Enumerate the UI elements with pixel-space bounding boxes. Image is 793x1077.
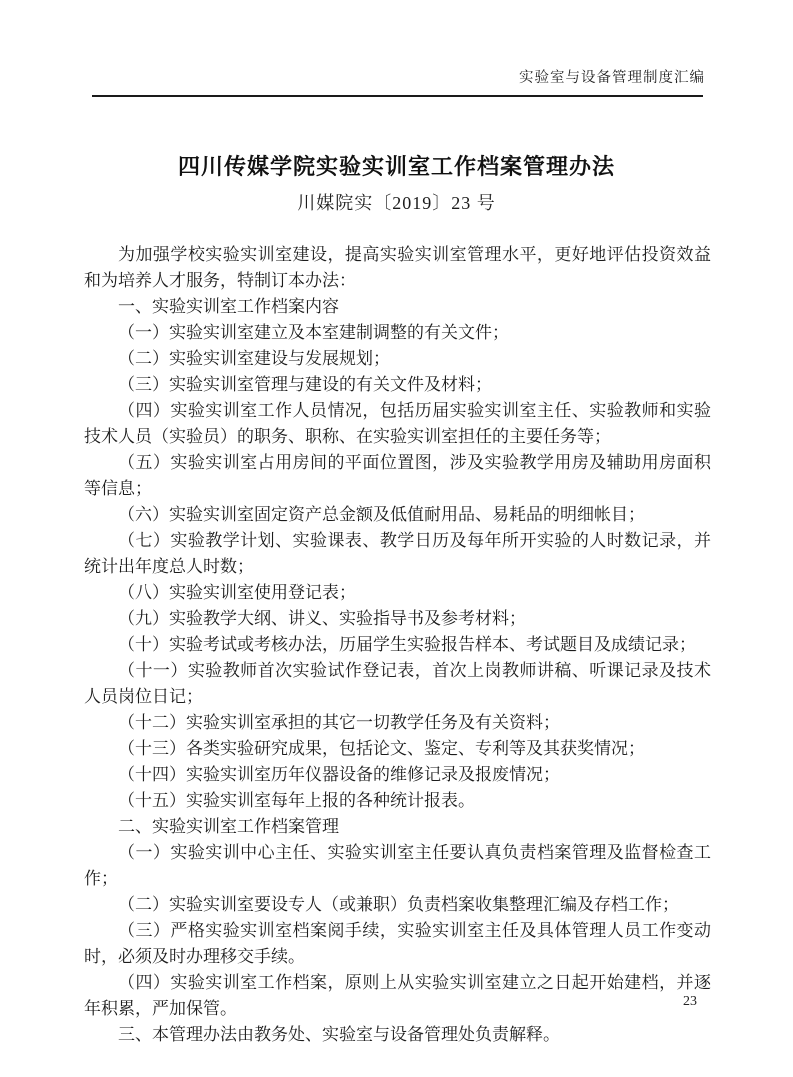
paragraph-section-3: 三、本管理办法由教务处、实验室与设备管理处负责解释。 [118, 1025, 560, 1044]
document-number: 川媒院实〔2019〕23 号 [297, 193, 496, 213]
running-header-text: 实验室与设备管理制度汇编 [519, 70, 705, 86]
paragraph-intro: 为加强学校实验实训室建设，提高实验实训室管理水平，更好地评估投资效益和为培养人才服务，特制订本办法： [84, 245, 711, 290]
paragraph-item-6: （六）实验实训室固定资产总金额及低值耐用品、易耗品的明细帐目； [118, 505, 645, 524]
paragraph-item-15: （十五）实验实训室每年上报的各种统计报表。 [118, 791, 475, 810]
paragraph-item-10: （十）实验考试或考核办法，历届学生实验报告样本、考试题目及成绩记录； [118, 635, 696, 654]
paragraph-mgmt-item-2: （二）实验实训室要设专人（或兼职）负责档案收集整理汇编及存档工作； [118, 895, 679, 914]
paragraph-section-1-heading: 一、实验实训室工作档案内容 [118, 297, 339, 316]
header-rule [92, 95, 703, 97]
paragraph-item-12: （十二）实验实训室承担的其它一切教学任务及有关资料； [118, 713, 560, 732]
paragraph-item-7: （七）实验教学计划、实验课表、教学日历及每年所开实验的人时数记录，并统计出年度总人时数； [84, 531, 711, 576]
paragraph-item-11: （十一）实验教师首次实验试作登记表，首次上岗教师讲稿、听课记录及技术人员岗位日记； [84, 661, 711, 706]
paragraph-item-13: （十三）各类实验研究成果，包括论文、鉴定、专利等及其获奖情况； [118, 739, 645, 758]
paragraph-item-1: （一）实验实训室建立及本室建制调整的有关文件； [118, 323, 509, 342]
paragraph-item-4: （四）实验实训室工作人员情况，包括历届实验实训室主任、实验教师和实验技术人员（实验员）的职务、职称、在实验实训室担任的主要任务等； [84, 401, 711, 446]
paragraph-item-14: （十四）实验实训室历年仪器设备的维修记录及报废情况； [118, 765, 560, 784]
document-title: 四川传媒学院实验实训室工作档案管理办法 [177, 154, 615, 179]
document-body [84, 242, 711, 1048]
paragraph-section-2-heading: 二、实验实训室工作档案管理 [118, 817, 339, 836]
paragraph-item-5: （五）实验实训室占用房间的平面位置图，涉及实验教学用房及辅助用房面积等信息； [84, 453, 711, 498]
paragraph-item-9: （九）实验教学大纲、讲义、实验指导书及参考材料； [118, 609, 526, 628]
page-number: 23 [683, 994, 697, 1009]
paragraph-item-3: （三）实验实训室管理与建设的有关文件及材料； [118, 375, 492, 394]
paragraph-mgmt-item-3: （三）严格实验实训室档案阅手续，实验实训室主任及具体管理人员工作变动时，必须及时办理移交手续。 [84, 921, 711, 966]
paragraph-mgmt-item-1: （一）实验实训中心主任、实验实训室主任要认真负责档案管理及监督检查工作； [84, 843, 711, 888]
paragraph-item-2: （二）实验实训室建设与发展规划； [118, 349, 390, 368]
paragraph-mgmt-item-4: （四）实验实训室工作档案，原则上从实验实训室建立之日起开始建档，并逐年积累，严加保管。 [84, 973, 711, 1018]
paragraph-item-8: （八）实验实训室使用登记表； [118, 583, 356, 602]
